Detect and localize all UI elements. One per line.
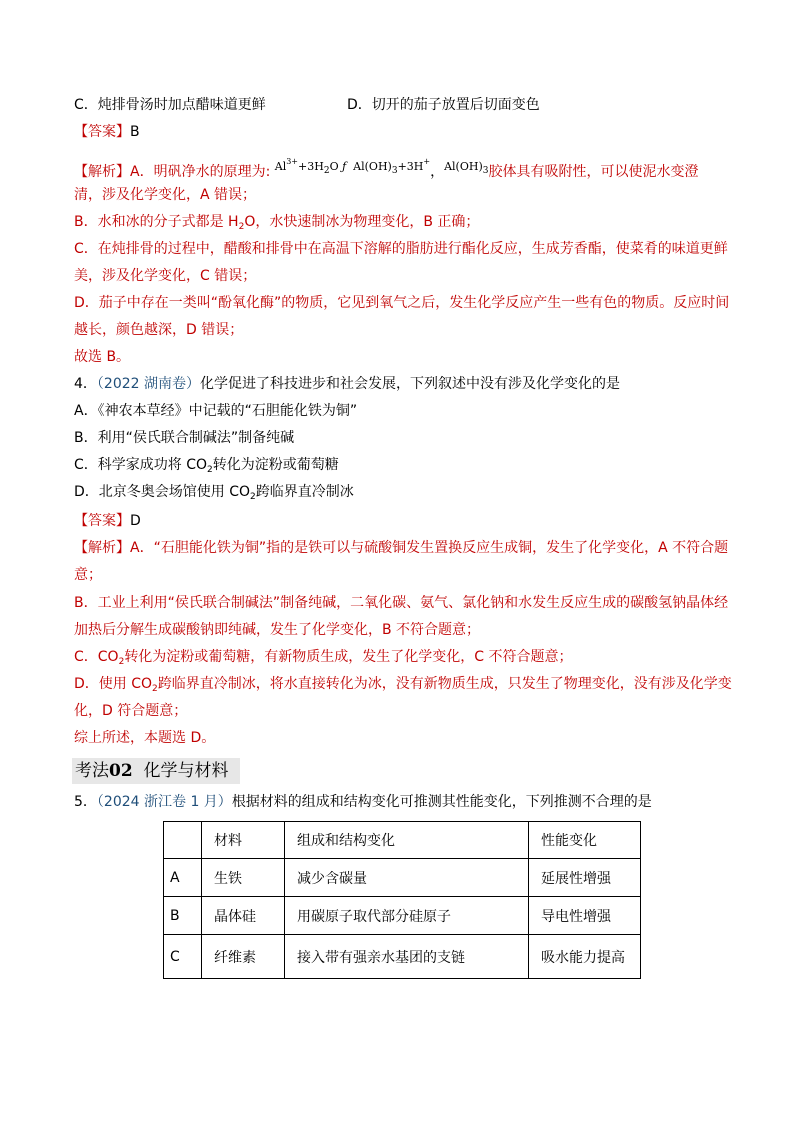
- q3-option-c: C．炖排骨汤时加点醋味道更鲜: [74, 97, 266, 113]
- table-cell: 接入带有强亲水基团的支链: [285, 935, 529, 979]
- question-stem: 化学促进了科技进步和社会发展，下列叙述中没有涉及化学变化的是: [200, 376, 621, 392]
- eq-aloh3-2: Al(OH): [444, 160, 483, 173]
- q3-analysis-c-line2: 美，涉及化学变化，C 错误；: [74, 268, 257, 284]
- section-heading: [72, 758, 240, 784]
- table-cell: 延展性增强: [529, 859, 641, 897]
- analysis-d-sub: 2: [152, 684, 158, 694]
- question-source: （2024 浙江卷 1 月）: [96, 794, 232, 810]
- q4-analysis-b-line2: 加热后分解生成碳酸钠即纯碱，发生了化学变化，B 不符合题意；: [74, 622, 481, 638]
- question-stem: 根据材料的组成和结构变化可推测其性能变化，下列推测不合理的是: [231, 794, 652, 810]
- analysis-c-sub: 2: [118, 657, 125, 667]
- q3-conclusion: 故选 B。: [74, 349, 131, 365]
- option-c-sub: 2: [207, 465, 213, 475]
- q4-analysis-c: [74, 647, 573, 672]
- eq-aloh3-colloid: [444, 160, 489, 176]
- eq-reversible-symbol: ƒ: [342, 160, 347, 173]
- q3-analysis-b: [74, 212, 479, 237]
- q5-stem: [74, 792, 652, 812]
- analysis-c-suffix: 转化为淀粉或葡萄糖，有新物质生成，发生了化学变化，C 不符合题意；: [124, 649, 573, 665]
- analysis-b-sub: 2: [238, 222, 245, 232]
- section-title: 化学与材料: [143, 761, 229, 781]
- table-header-row: [164, 822, 641, 859]
- q4-option-a: A．《神农本草经》中记载的“石胆能化铁为铜”: [74, 403, 358, 419]
- eq-3h: +3H: [397, 160, 424, 173]
- table-cell: 用碳原子取代部分硅原子: [285, 897, 529, 935]
- question-number: 5．: [74, 794, 97, 810]
- eq-al: Al: [274, 160, 287, 173]
- analysis-d-prefix: D．使用 CO: [74, 676, 153, 692]
- q4-analysis-a-line1: [74, 538, 728, 558]
- eq-3h2o: +3H: [298, 160, 324, 173]
- header-cell: [164, 822, 202, 859]
- header-cell: 性能变化: [529, 822, 641, 859]
- header-cell: 材料: [202, 822, 285, 859]
- analysis-c-prefix: C．CO: [74, 649, 119, 665]
- section-number: 02: [109, 761, 133, 781]
- q3-analysis-d-line1: D．茄子中存在一类叫“酚氧化酶”的物质，它见到氧气之后，发生化学反应产生一些有色的物质。反应时间: [74, 295, 730, 311]
- table-cell: C: [164, 935, 202, 979]
- table-row: [164, 935, 641, 979]
- answer-value: D: [130, 513, 141, 529]
- table-row: [164, 859, 641, 897]
- table-cell: A: [164, 859, 202, 897]
- section-prefix: 考法: [75, 761, 109, 781]
- table-cell: 减少含碳量: [285, 859, 529, 897]
- q3-answer: [74, 122, 140, 142]
- q4-option-d: [74, 482, 354, 507]
- analysis-d-suffix: 跨临界直冷制冰，将水直接转化为冰，没有新物质生成，只发生了物理变化，没有涉及化学变: [157, 676, 732, 692]
- header-cell: 组成和结构变化: [285, 822, 529, 859]
- alum-equation: [274, 157, 431, 176]
- table-row: [164, 897, 641, 935]
- eq-aloh3-2-sub: 3: [482, 166, 489, 176]
- table-cell: 生铁: [202, 859, 285, 897]
- answer-label: 【答案】: [74, 124, 130, 140]
- analysis-a-suffix: 胶体具有吸附性，可以使泥水变澄: [488, 164, 699, 180]
- q4-conclusion: 综上所述，本题选 D。: [74, 730, 216, 746]
- q4-analysis-a-line2: 意；: [74, 567, 102, 583]
- option-d-prefix: D．北京冬奥会场馆使用 CO: [74, 484, 251, 500]
- analysis-b-prefix: B．水和冰的分子式都是 H: [74, 214, 239, 230]
- question-source: （2022 湖南卷）: [96, 376, 201, 392]
- eq-h-charge: +: [423, 157, 431, 166]
- option-d-suffix: 跨临界直冷制冰: [255, 484, 354, 500]
- option-c-suffix: 转化为淀粉或葡萄糖: [212, 457, 339, 473]
- analysis-a-text: A．“石胆能化铁为铜”指的是铁可以与硫酸铜发生置换反应生成铜，发生了化学变化，A 不符合题: [130, 540, 729, 556]
- table-cell: B: [164, 897, 202, 935]
- table-cell: 导电性增强: [529, 897, 641, 935]
- q4-option-b: B．利用“侯氏联合制碱法”制备纯碱: [74, 430, 295, 446]
- answer-value: B: [130, 124, 140, 140]
- q4-analysis-d-line2: 化，D 符合题意；: [74, 703, 188, 719]
- table-cell: 吸水能力提高: [529, 935, 641, 979]
- analysis-b-suffix: O，水快速制冰为物理变化，B 正确；: [244, 214, 480, 230]
- eq-o: O: [329, 160, 339, 173]
- q3-analysis-d-line2: 越长，颜色越深，D 错误；: [74, 322, 244, 338]
- q3-analysis-a-line2: 清，涉及化学变化，A 错误；: [74, 187, 257, 203]
- answer-label: 【答案】: [74, 513, 130, 529]
- q3-option-d: D．切开的茄子放置后切面变色: [347, 97, 540, 113]
- analysis-label: 【解析】: [74, 540, 130, 556]
- q4-answer: [74, 511, 141, 531]
- question-number: 4．: [74, 376, 97, 392]
- q4-analysis-b-line1: B．工业上利用“侯氏联合制碱法”制备纯碱，二氧化碳、氨气、氯化钠和水发生反应生成的碳酸氢钠晶体经: [74, 595, 729, 611]
- eq-aloh3-sub: 3: [391, 166, 398, 176]
- option-c-prefix: C．科学家成功将 CO: [74, 457, 208, 473]
- materials-table: [163, 821, 641, 979]
- eq-aloh3: Al(OH): [353, 160, 392, 173]
- q3-analysis-c-line1: C．在炖排骨的过程中，醋酸和排骨中在高温下溶解的脂肪进行酯化反应，生成芳香酯，使菜肴的味道更鲜: [74, 241, 728, 257]
- eq-comma: ，: [430, 164, 445, 180]
- q4-stem: [74, 374, 620, 394]
- option-d-sub: 2: [250, 492, 256, 502]
- q4-analysis-d-line1: [74, 674, 732, 699]
- analysis-label: 【解析】: [74, 164, 130, 180]
- eq-h2o-sub: 2: [323, 166, 330, 176]
- eq-al-charge: 3+: [286, 157, 299, 166]
- table-cell: 晶体硅: [202, 897, 285, 935]
- q3-analysis-a-line1: [74, 158, 698, 187]
- table-cell: 纤维素: [202, 935, 285, 979]
- q4-option-c: [74, 455, 339, 480]
- analysis-a-prefix: A．明矾净水的原理为:: [130, 164, 271, 180]
